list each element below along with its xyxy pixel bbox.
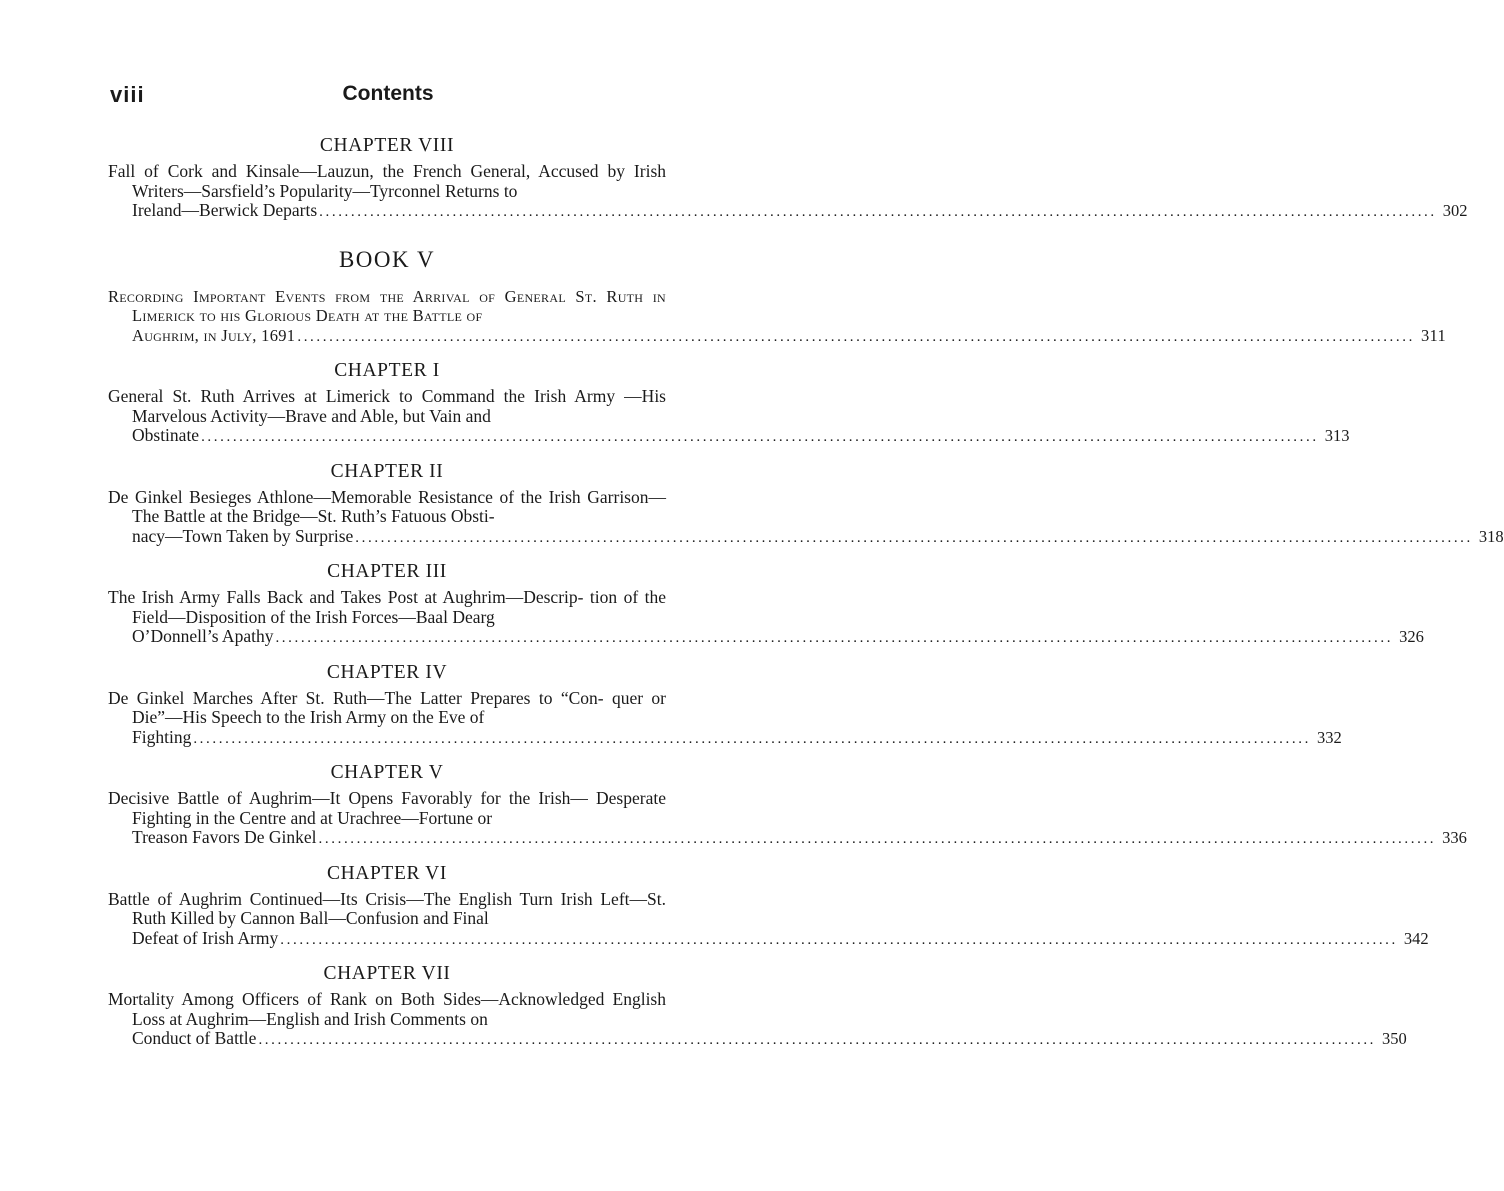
- page-ref: 302: [1442, 201, 1468, 220]
- chapter-heading: CHAPTER I: [334, 360, 440, 381]
- running-head: [110, 82, 666, 114]
- dot-leader: ................................................................................................................................................................................: [201, 429, 1319, 445]
- entry-description-end: Conduct of Battle: [132, 1028, 257, 1048]
- contents-entry: [108, 161, 1468, 223]
- contents-entry: [108, 687, 1342, 750]
- chapter-heading: CHAPTER V: [330, 762, 444, 783]
- page-ref: 311: [1420, 325, 1447, 345]
- entry-description-end: O’Donnell’s Apathy: [132, 626, 274, 646]
- entry-description: General St. Ruth Arrives at Limerick to Command the Irish Army —His Marvelous Activity—Brave and Able, but Vain and: [108, 386, 666, 426]
- entry-description-end: Aughrim, in July, 1691: [132, 325, 296, 345]
- entry-description-end: nacy—Town Taken by Surprise: [132, 525, 354, 546]
- entry-description: Recording Important Events from the Arrival of General St. Ruth in Limerick to his Glorious Death at the Battle of: [108, 286, 666, 325]
- contents-entry: [108, 286, 1447, 348]
- entry-description: Mortality Among Officers of Rank on Both Sides—Acknowledged English Loss at Aughrim—English and Irish Comments on: [108, 989, 666, 1029]
- page-ref: 332: [1316, 727, 1342, 747]
- book-heading: BOOK V: [338, 246, 436, 272]
- dot-leader: ................................................................................................................................................................................: [258, 1032, 1377, 1048]
- chapter-heading: CHAPTER VIII: [319, 135, 455, 156]
- entry-description-end: Defeat of Irish Army: [132, 927, 279, 948]
- page-ref: 313: [1324, 426, 1350, 445]
- contents-entry: [108, 989, 1407, 1051]
- contents-entry: [108, 486, 1504, 549]
- chapter-heading: CHAPTER IV: [326, 661, 448, 683]
- dot-leader: ................................................................................................................................................................................: [275, 630, 1394, 646]
- entry-description: Battle of Aughrim Continued—Its Crisis—The English Turn Irish Left—St. Ruth Killed by Cannon Ball—Confusion and Final: [108, 888, 666, 928]
- chapter-heading: CHAPTER III: [327, 561, 447, 582]
- page-ref: 336: [1442, 828, 1467, 847]
- page-ref: 318: [1478, 526, 1504, 546]
- contents-entry: [108, 587, 1424, 649]
- chapter-heading: CHAPTER VII: [323, 963, 451, 984]
- contents-entry: [108, 788, 1467, 850]
- dot-leader: ................................................................................................................................................................................: [280, 931, 1398, 948]
- page-ref: 350: [1382, 1029, 1407, 1048]
- dot-leader: ................................................................................................................................................................................: [318, 831, 1437, 847]
- page-title: Contents: [342, 82, 434, 105]
- contents-entry: [108, 888, 1429, 951]
- chapter-heading: CHAPTER VI: [327, 862, 447, 884]
- contents-entry: [108, 386, 1350, 448]
- contents-list: [108, 134, 1504, 1051]
- dot-leader: ................................................................................................................................................................................: [319, 204, 1437, 220]
- dot-leader: ................................................................................................................................................................................: [297, 328, 1415, 345]
- entry-description: Decisive Battle of Aughrim—It Opens Favorably for the Irish— Desperate Fighting in the Centre and at Urachree—Fortune or: [108, 788, 666, 828]
- entry-description-end: Ireland—Berwick Departs: [132, 200, 318, 220]
- entry-description-end: Treason Favors De Ginkel: [132, 827, 317, 847]
- page-number: viii: [110, 82, 145, 107]
- entry-description-end: Obstinate: [132, 425, 200, 445]
- entry-description: The Irish Army Falls Back and Takes Post at Aughrim—Descrip- tion of the Field—Disposition of the Irish Forces—Baal Dearg: [108, 587, 666, 627]
- page-ref: 326: [1399, 627, 1424, 646]
- chapter-heading: CHAPTER II: [330, 460, 444, 482]
- dot-leader: ................................................................................................................................................................................: [193, 730, 1311, 747]
- page-ref: 342: [1403, 928, 1429, 948]
- entry-description: De Ginkel Besieges Athlone—Memorable Resistance of the Irish Garrison—The Battle at the Bridge—St. Ruth’s Fatuous Obsti-: [108, 486, 666, 526]
- entry-description: Fall of Cork and Kinsale—Lauzun, the French General, Accused by Irish Writers—Sarsfield’s Popularity—Tyrconnel Returns to: [108, 161, 666, 201]
- entry-description-end: Fighting: [132, 726, 192, 747]
- entry-description: De Ginkel Marches After St. Ruth—The Latter Prepares to “Con- quer or Die”—His Speech to the Irish Army on the Eve of: [108, 687, 666, 727]
- dot-leader: ................................................................................................................................................................................: [355, 529, 1473, 546]
